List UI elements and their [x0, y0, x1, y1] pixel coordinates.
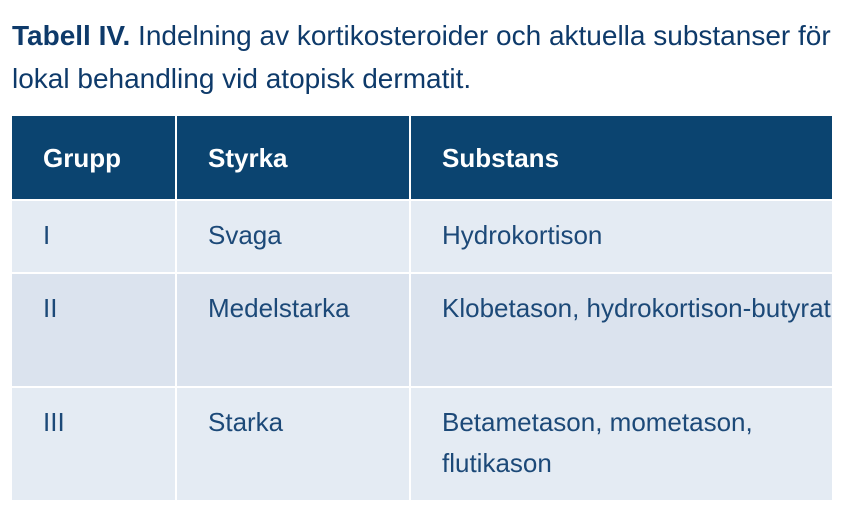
cell-styrka: Svaga — [177, 201, 409, 272]
cell-styrka: Medelstarka — [177, 274, 409, 386]
cell-substans: Klobetason, hydrokortison-butyrat — [411, 274, 832, 386]
header-styrka: Styrka — [177, 116, 409, 199]
caption-label: Tabell IV. — [12, 20, 131, 51]
cell-grupp: I — [12, 201, 175, 272]
cell-grupp: II — [12, 274, 175, 386]
header-substans: Substans — [411, 116, 832, 199]
corticosteroid-table — [12, 116, 832, 500]
table-row — [12, 388, 832, 500]
cell-substans: Betametason, mometason, flutikason — [411, 388, 832, 500]
cell-grupp: III — [12, 388, 175, 500]
table-caption — [12, 14, 832, 100]
table-row — [12, 274, 832, 386]
table-row — [12, 201, 832, 272]
caption-text: Indelning av kortikosteroider och aktuella substanser för lokal behandling vid atopisk dermatit. — [12, 20, 831, 94]
cell-styrka: Starka — [177, 388, 409, 500]
header-grupp: Grupp — [12, 116, 175, 199]
table-header-row — [12, 116, 832, 199]
cell-substans: Hydrokortison — [411, 201, 832, 272]
